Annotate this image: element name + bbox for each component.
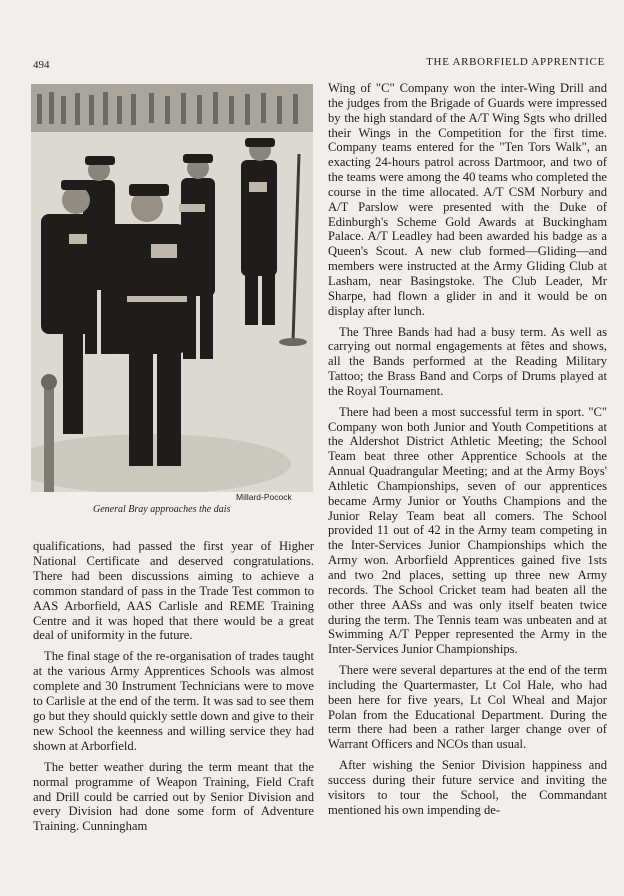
paragraph: Wing of "C" Company won the inter-Wing Drill and the judges from the Brigade of Guards were impressed by the high standard of the A/T Wing Sgts who drilled their Wings in the Competition for the first time. Company teams entered for the "Ten Tors Walk", an exacting 24-hours patrol across Dartmoor, and two of the teams were among the 40 teams who completed the course in the time allocated. A/T CSM Norbury and A/T Parslow were presented with the Duke of Edinburgh's Scheme Gold Awards at Buckingham Palace. A/T Leadley had been awarded his badge as a Queen's Scout. A new club formed—Gliding—and members were instructed at the Army Gliding Club at Lasham, near Basingstoke. The Club Leader, Mr Sharpe, had flown a glider in and it would be on display after lunch. <box>328 81 607 318</box>
photo-caption: General Bray approaches the dais <box>93 504 231 515</box>
parade-photo <box>31 84 313 492</box>
paragraph: After wishing the Senior Division happiness and success during their future service and inviting the visitors to tour the School, the Commandant mentioned his own impending de- <box>328 758 607 817</box>
page-number: 494 <box>33 59 50 71</box>
paragraph: The Three Bands had had a busy term. As well as carrying out normal engagements at fêtes and shows, all the Bands performed at the Reading Military Tattoo; the Brass Band and Corps of Drums played at the Royal Tournament. <box>328 324 607 398</box>
paragraph: There were several departures at the end of the term including the Quartermaster, Lt Col Hale, who had been here for five years, Lt Col Wheal and Major Polan from the Educational Department. During the term there had been a rather larger change over of Warrant Officers and NCOs than usual. <box>328 663 607 752</box>
paragraph: The final stage of the re-organisation of trades taught at the various Army Apprentices Schools was almost complete and 30 Instrument Technicians were to move to Carlisle at the end of the term. It was sad to see them go but they should quickly settle down and give to their new School the keenness and willing service they had shown at Arborfield. <box>33 649 314 753</box>
right-column <box>328 81 607 824</box>
left-column <box>33 539 314 840</box>
paragraph: The better weather during the term meant that the normal programme of Weapon Training, Field Craft and Drill could be carried out by Senior Division and every Division had done some form of Adventure Training. Cunningham <box>33 759 314 834</box>
photo-credit: Millard-Pocock <box>236 492 292 502</box>
paragraph: There had been a most successful term in sport. "C" Company won both Junior and Youth Competitions at the Aldershot District Athletic Meeting; the School Team beat three other Apprentice Schools at the Annual Quadrangular Meeting; and at the Army Boys' Athletic Championships, seven of our apprentices became Army Junior or Youths Champions and the Junior Relay Team beat all comers. The School provided 11 out of 42 in the Army team competing in the Inter-Services Junior Championships which the Army won. Arborfield Apprentices gained five 1sts and two 2nd places, setting up three new Army records. The School Cricket team had beaten all the other three AASs and was only itself beaten twice during the term. The Tennis team was unbeaten and at Swimming A/T Pepper represented the Army in the Inter-Services Junior Championships. <box>328 404 607 657</box>
running-head: THE ARBORFIELD APPRENTICE <box>426 56 605 68</box>
paragraph: qualifications, had passed the first year of Higher National Certificate and deserved congratulations. There had been discussions aiming to achieve a common standard of pass in the Trade Test common to AAS Arborfield, AAS Carlisle and REME Training Centre and it was hoped that there would be a great deal of uniformity in the future. <box>33 539 314 643</box>
